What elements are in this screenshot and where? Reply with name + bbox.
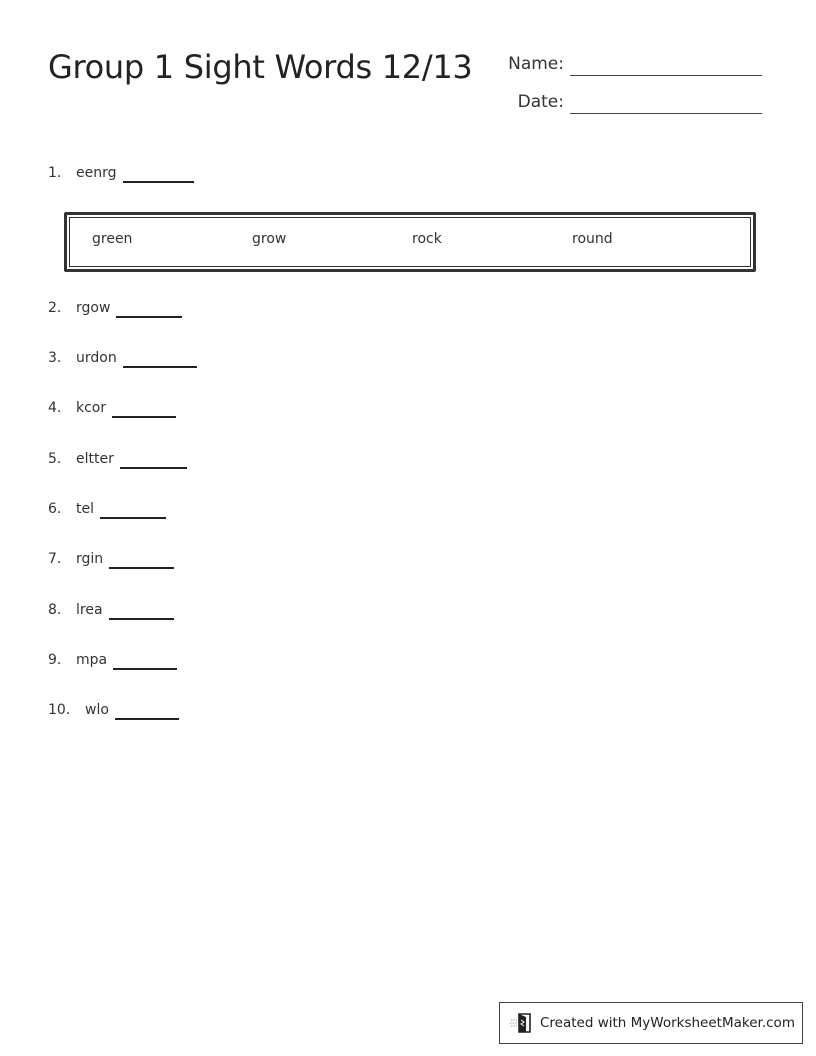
question-item	[48, 164, 194, 182]
question-number: 2.	[48, 300, 62, 316]
scrambled-word: kcor	[76, 400, 107, 416]
word-bank-word: rock	[412, 231, 442, 247]
question-item	[48, 349, 197, 367]
scrambled-word: urdon	[76, 350, 117, 366]
scrambled-word: wlo	[85, 702, 109, 718]
name-blank-line[interactable]	[570, 75, 762, 76]
date-blank-line[interactable]	[570, 113, 762, 114]
footer-credit-badge[interactable]	[499, 1002, 803, 1044]
scrambled-word: eltter	[76, 451, 114, 467]
answer-blank[interactable]	[115, 718, 179, 720]
scrambled-word: mpa	[76, 652, 108, 668]
question-item	[48, 399, 176, 417]
answer-blank[interactable]	[109, 618, 174, 620]
question-number: 3.	[48, 350, 62, 366]
word-bank-inner	[69, 217, 751, 267]
question-item	[48, 500, 166, 518]
question-number: 6.	[48, 501, 62, 517]
word-bank-word: green	[92, 231, 133, 247]
answer-blank[interactable]	[123, 366, 197, 368]
scrambled-word: lrea	[76, 602, 103, 618]
question-number: 9.	[48, 652, 62, 668]
question-item	[48, 701, 179, 719]
word-bank-word: grow	[252, 231, 287, 247]
answer-blank[interactable]	[100, 517, 166, 519]
scrambled-word: tel	[76, 501, 94, 517]
date-label: Date:	[517, 92, 564, 112]
question-number: 1.	[48, 165, 62, 181]
scrambled-word: eenrg	[76, 165, 117, 181]
name-label: Name:	[508, 54, 564, 74]
word-bank	[64, 212, 756, 272]
answer-blank[interactable]	[112, 416, 176, 418]
answer-blank[interactable]	[116, 316, 182, 318]
answer-blank[interactable]	[113, 668, 177, 670]
question-item	[48, 651, 177, 669]
question-item	[48, 550, 174, 568]
question-number: 5.	[48, 451, 62, 467]
question-item	[48, 450, 187, 468]
page-title: Group 1 Sight Words 12/13	[48, 48, 473, 86]
scrambled-word: rgow	[76, 300, 111, 316]
footer-credit-text: Created with MyWorksheetMaker.com	[540, 1015, 795, 1031]
answer-blank[interactable]	[120, 467, 187, 469]
word-bank-word: round	[572, 231, 613, 247]
name-field	[500, 54, 762, 74]
scrambled-word: rgin	[76, 551, 104, 567]
answer-blank[interactable]	[123, 181, 194, 183]
question-number: 10.	[48, 702, 71, 718]
question-item	[48, 601, 174, 619]
answer-blank[interactable]	[109, 567, 174, 569]
date-field	[500, 92, 762, 112]
question-number: 7.	[48, 551, 62, 567]
question-number: 4.	[48, 400, 62, 416]
worksheet-maker-logo-icon	[510, 1012, 534, 1034]
question-number: 8.	[48, 602, 62, 618]
question-item	[48, 299, 182, 317]
